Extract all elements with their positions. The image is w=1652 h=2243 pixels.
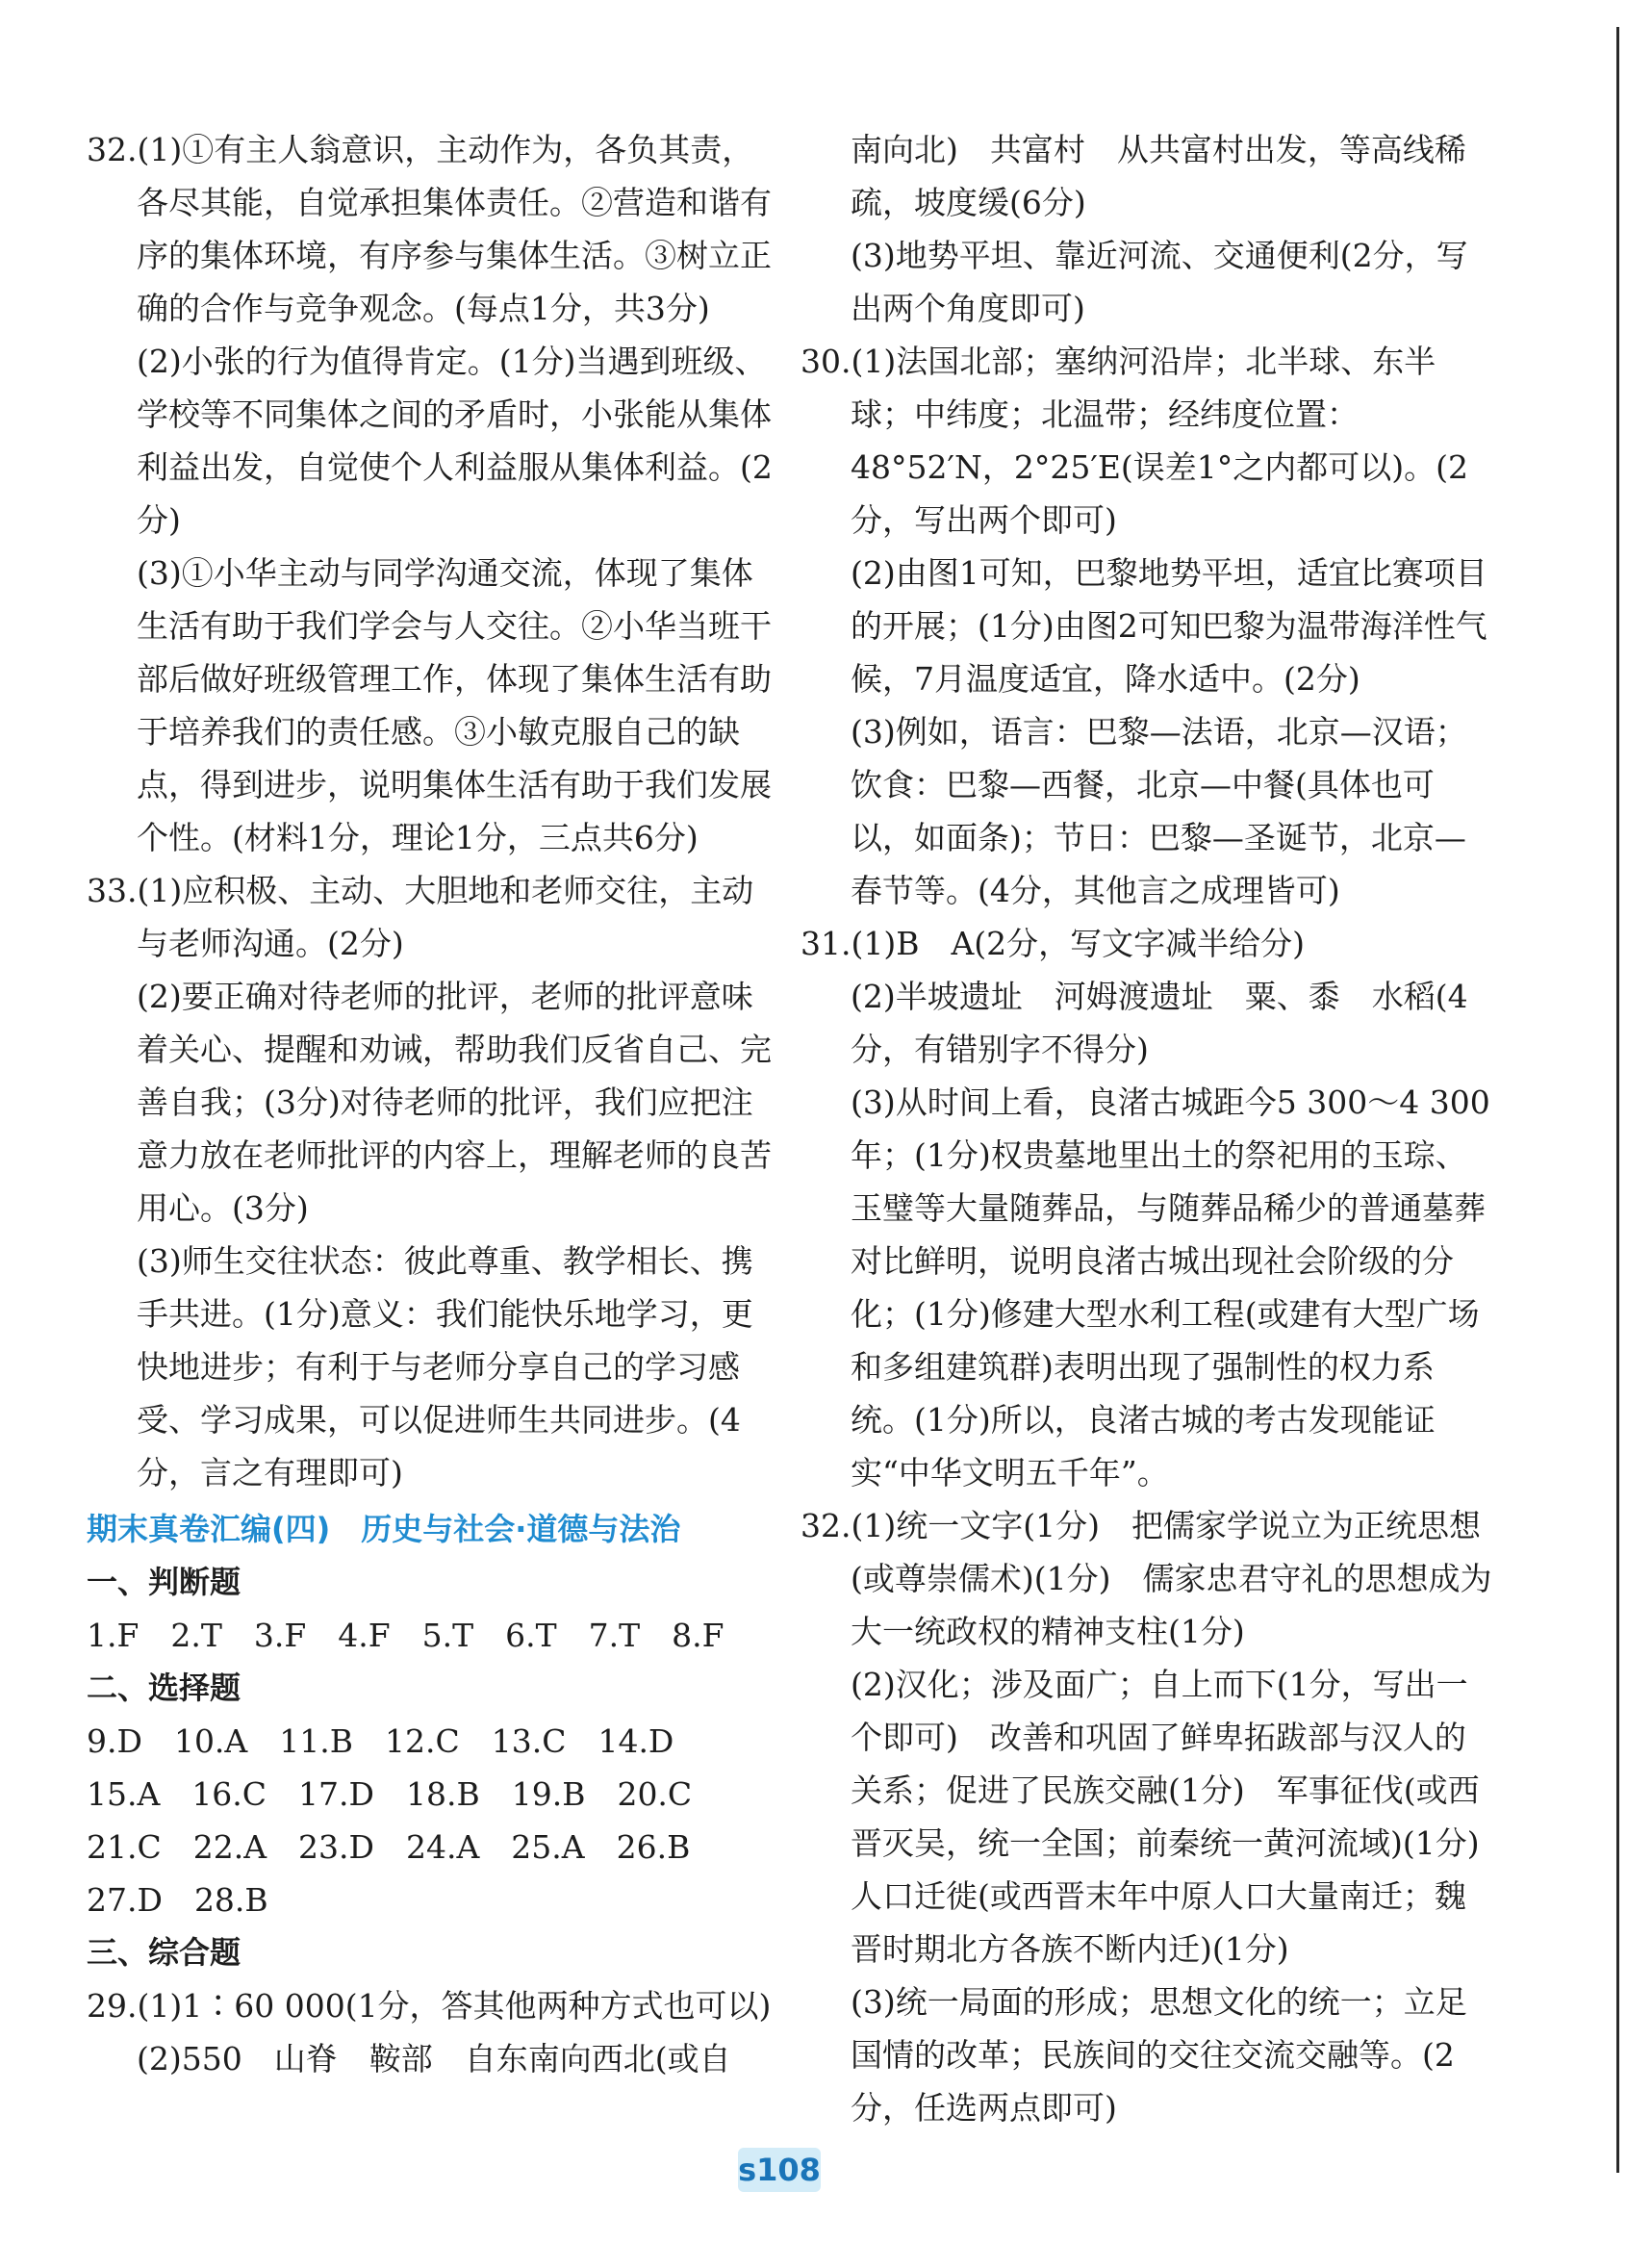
judge-answers: 1.F 2.T 3.F 4.F 5.T 6.T 7.T 8.F <box>87 1617 724 1654</box>
choice-row: 9.D 10.A 11.B 12.C 13.C 14.D <box>87 1722 674 1760</box>
q32b-part1: 32.(1)统一文字(1分) 把儒家学说立为正统思想(或尊崇儒术)(1分) 儒家忠君守礼的思想成为大一统政权的精神支柱(1分) <box>801 1507 1492 1650</box>
page-number: s108 <box>738 2148 821 2192</box>
comprehensive-heading: 三、综合题 <box>87 1934 241 1971</box>
q30-part2: (2)由图1可知，巴黎地势平坦，适宜比赛项目的开展；(1分)由图2可知巴黎为温带海洋性气候，7月温度适宜，降水适中。(2分) <box>851 554 1487 698</box>
q29-part1: 29.(1)1∶60 000(1分，答其他两种方式也可以) <box>87 1987 772 2025</box>
q32b-part2: (2)汉化；涉及面广；自上而下(1分，写出一个即可) 改善和巩固了鲜卑拓跋部与汉人的关系；促进了民族交融(1分) 军事征伐(或西晋灭吴，统一全国；前秦统一黄河流域)(1分) 人口迁徙(或西晋末年中原人口大量南迁；魏晋时期北方各族不断内迁)(1分) <box>851 1666 1512 1968</box>
choice-row: 21.C 22.A 23.D 24.A 25.A 26.B <box>87 1828 691 1866</box>
q29-part2-start: (2)550 山脊 鞍部 自东南向西北(或自 <box>137 2040 731 2077</box>
q30-part3: (3)例如，语言：巴黎—法语，北京—汉语；饮食：巴黎—西餐，北京—中餐(具体也可以，如面条)；节日：巴黎—圣诞节，北京—春节等。(4分，其他言之成理皆可) <box>851 713 1467 909</box>
q33-part1: 33.(1)应积极、主动、大胆地和老师交往，主动与老师沟通。(2分) <box>87 872 754 962</box>
q31-part1: 31.(1)B A(2分，写文字减半给分) <box>801 925 1306 962</box>
q32-part1: 32.(1)①有主人翁意识，主动作为，各负其责，各尽其能，自觉承担集体责任。②营造和谐有序的集体环境，有序参与集体生活。③树立正确的合作与竞争观念。(每点1分，共3分) <box>87 131 772 327</box>
q32-part2: (2)小张的行为值得肯定。(1分)当遇到班级、学校等不同集体之间的矛盾时，小张能从集体利益出发，自觉使个人利益服从集体利益。(2分) <box>137 343 773 539</box>
judge-heading: 一、判断题 <box>87 1564 241 1600</box>
q32b-part3: (3)统一局面的形成；思想文化的统一；立足国情的改革；民族间的交往交流交融等。(2分，任选两点即可) <box>851 1983 1467 2127</box>
page-edge-line <box>1616 27 1619 2173</box>
q33-part2: (2)要正确对待老师的批评，老师的批评意味着关心、提醒和劝诫，帮助我们反省自己、完善自我；(3分)对待老师的批评，我们应把注意力放在老师批评的内容上，理解老师的良苦用心。(3分) <box>137 978 772 1227</box>
q31-part3: (3)从时间上看，良渚古城距今5 300～4 300年；(1分)权贵墓地里出土的祭祀用的玉琮、玉璧等大量随葬品，与随葬品稀少的普通墓葬对比鲜明，说明良渚古城出现社会阶级的分化；(1分)修建大型水利工程(或建有大型广场和多组建筑群)表明出现了强制性的权力系统。(1分)所以，良渚古城的考古发现能证实“中华文明五千年”。 <box>851 1083 1490 1491</box>
q29-part2-cont: 南向北) 共富村 从共富村出发，等高线稀疏，坡度缓(6分) <box>851 131 1466 221</box>
q33-part3: (3)师生交往状态：彼此尊重、教学相长、携手共进。(1分)意义：我们能快乐地学习，更快地进步；有利于与老师分享自己的学习感受、学习成果，可以促进师生共同进步。(4分，言之有理即可) <box>137 1242 753 1491</box>
left-column <box>87 123 779 2085</box>
section-title: 期末真卷汇编(四) 历史与社会·道德与法治 <box>87 1511 681 1547</box>
q29-part3: (3)地势平坦、靠近河流、交通便利(2分，写出两个角度即可) <box>851 237 1468 327</box>
q32-part3: (3)①小华主动与同学沟通交流，体现了集体生活有助于我们学会与人交往。②小华当班干部后做好班级管理工作，体现了集体生活有助于培养我们的责任感。③小敏克服自己的缺点，得到进步，说明集体生活有助于我们发展个性。(材料1分，理论1分，三点共6分) <box>137 554 772 856</box>
choice-row: 15.A 16.C 17.D 18.B 19.B 20.C <box>87 1775 693 1813</box>
choice-heading: 二、选择题 <box>87 1670 241 1706</box>
q30-part1: 30.(1)法国北部；塞纳河沿岸；北半球、东半球；中纬度；北温带；经纬度位置：48°52′N，2°25′E(误差1°之内都可以)。(2分，写出两个即可) <box>801 343 1469 539</box>
choice-row: 27.D 28.B <box>87 1881 268 1919</box>
q31-part2: (2)半坡遗址 河姆渡遗址 粟、黍 水稻(4分，有错别字不得分) <box>851 978 1468 1068</box>
right-column <box>801 123 1512 2134</box>
